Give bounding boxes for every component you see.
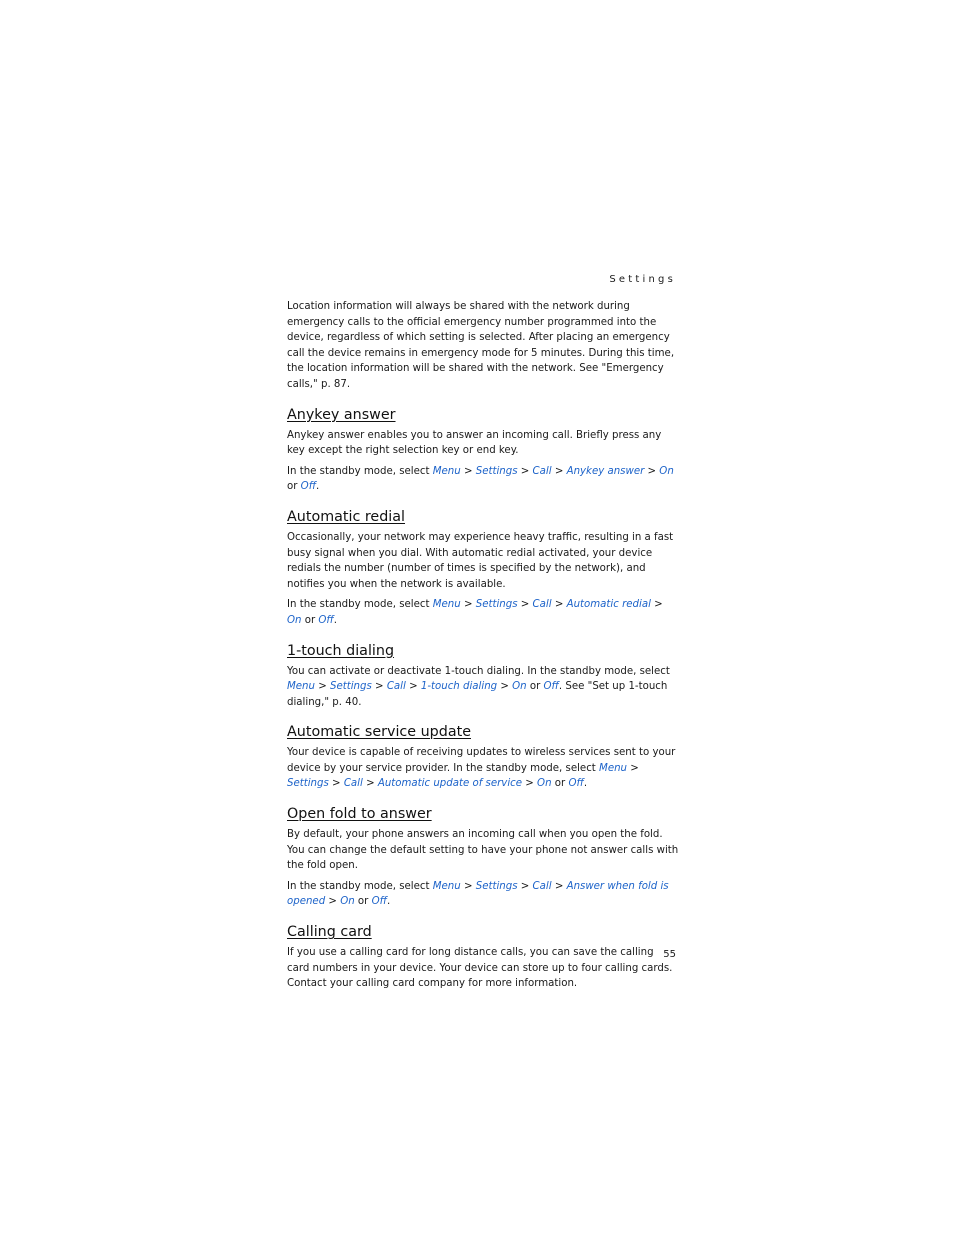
path-separator: > bbox=[551, 465, 567, 477]
section-title-1-touch-dialing: 1-touch dialing bbox=[287, 642, 395, 659]
path-separator: > bbox=[371, 681, 387, 693]
running-header: Settings bbox=[609, 274, 676, 285]
path-or: or bbox=[287, 481, 301, 493]
section-title-calling-card: Calling card bbox=[287, 924, 372, 941]
card-body: If you use a calling card for long distance calls, you can save the calling card numbers in your device. Your device can store up to four calling cards. Contact your calling card company for more information. bbox=[287, 947, 673, 990]
path-or: or bbox=[354, 896, 372, 908]
path-step-menu[interactable]: Menu bbox=[432, 599, 461, 611]
path-period: . bbox=[333, 614, 338, 626]
path-separator: > bbox=[405, 681, 421, 693]
path-period: . bbox=[316, 481, 320, 493]
path-option-on[interactable]: On bbox=[340, 896, 355, 908]
path-option-off[interactable]: Off bbox=[568, 778, 584, 790]
path-separator: > bbox=[460, 465, 476, 477]
path-separator: > bbox=[522, 778, 538, 790]
path-option-on[interactable]: On bbox=[287, 614, 302, 626]
path-separator: > bbox=[314, 681, 330, 693]
path-separator: > bbox=[517, 599, 533, 611]
path-step-call[interactable]: Call bbox=[532, 465, 552, 477]
path-period: . bbox=[386, 896, 391, 908]
path-or: or bbox=[526, 681, 544, 693]
path-step-menu[interactable]: Menu bbox=[432, 465, 461, 477]
section-title-anykey-answer: Anykey answer bbox=[287, 406, 396, 423]
fold-menu-path bbox=[287, 879, 679, 910]
path-separator: > bbox=[551, 599, 567, 611]
path-step-call[interactable]: Call bbox=[343, 778, 363, 790]
path-step-call[interactable]: Call bbox=[532, 880, 552, 892]
path-step-call[interactable]: Call bbox=[532, 599, 552, 611]
path-step-menu[interactable]: Menu bbox=[432, 880, 461, 892]
redial-body: Occasionally, your network may experience heavy traffic, resulting in a fast busy signal when you dial. With automatic redial activated, your device redials the number (number of times is specified by the network), and notifies you when the network is available. bbox=[287, 531, 674, 590]
path-prefix: In the standby mode, select bbox=[287, 880, 433, 892]
path-step-automatic-redial[interactable]: Automatic redial bbox=[566, 599, 651, 611]
path-step-settings[interactable]: Settings bbox=[475, 599, 518, 611]
path-step-settings[interactable]: Settings bbox=[287, 778, 329, 790]
path-option-off[interactable]: Off bbox=[300, 481, 317, 493]
path-step-settings[interactable]: Settings bbox=[330, 681, 372, 693]
path-separator: > bbox=[551, 880, 567, 892]
path-separator: > bbox=[328, 778, 344, 790]
path-option-off[interactable]: Off bbox=[543, 681, 559, 693]
path-step-1-touch-dialing[interactable]: 1-touch dialing bbox=[420, 681, 498, 693]
section-title-automatic-service-update: Automatic service update bbox=[287, 724, 471, 741]
path-prefix: In the standby mode, select bbox=[287, 465, 433, 477]
path-prefix: Your device is capable of receiving updates to wireless services sent to your device by your service provider. In the standby mode, select bbox=[287, 747, 676, 774]
path-separator: > bbox=[644, 465, 660, 477]
path-separator: > bbox=[460, 599, 476, 611]
path-step-anykey-answer[interactable]: Anykey answer bbox=[566, 465, 645, 477]
path-or: or bbox=[551, 778, 569, 790]
path-separator: > bbox=[325, 896, 341, 908]
path-separator: > bbox=[517, 880, 533, 892]
anykey-menu-path bbox=[287, 464, 679, 495]
path-separator: > bbox=[497, 681, 513, 693]
path-separator: > bbox=[627, 762, 639, 774]
path-period: . bbox=[583, 778, 588, 790]
section-title-automatic-redial: Automatic redial bbox=[287, 508, 406, 525]
path-or: or bbox=[301, 614, 319, 626]
path-step-settings[interactable]: Settings bbox=[475, 880, 518, 892]
page-content bbox=[287, 299, 679, 997]
path-step-settings[interactable]: Settings bbox=[475, 465, 518, 477]
path-prefix: You can activate or deactivate 1-touch dialing. In the standby mode, select bbox=[287, 665, 670, 677]
anykey-body: Anykey answer enables you to answer an incoming call. Briefly press any key except the right selection key or end key. bbox=[287, 429, 662, 457]
path-option-off[interactable]: Off bbox=[318, 614, 334, 626]
path-step-call[interactable]: Call bbox=[386, 681, 406, 693]
intro-paragraph: Location information will always be shared with the network during emergency calls to the official emergency number programmed into the device, regardless of which setting is selected. After placing an emergency call the device remains in emergency mode for 5 minutes. During this time, the location information will be shared with the network. See "Emergency calls," p. 87. bbox=[287, 301, 675, 390]
path-separator: > bbox=[362, 778, 378, 790]
path-option-on[interactable]: On bbox=[512, 681, 527, 693]
page-number: 55 bbox=[663, 949, 676, 960]
path-separator: > bbox=[517, 465, 533, 477]
touch-see-also: See "Set up 1-touch dialing," p. 40. bbox=[287, 681, 668, 708]
path-step-automatic-update-of-service[interactable]: Automatic update of service bbox=[377, 778, 523, 790]
path-step-menu[interactable]: Menu bbox=[287, 681, 315, 693]
fold-body: By default, your phone answers an incoming call when you open the fold. You can change the default setting to have your phone not answer calls with the fold open. bbox=[287, 829, 679, 872]
path-step-menu[interactable]: Menu bbox=[599, 762, 628, 774]
path-prefix: In the standby mode, select bbox=[287, 599, 433, 611]
path-separator: > bbox=[650, 599, 663, 611]
path-option-on[interactable]: On bbox=[537, 778, 552, 790]
path-separator: > bbox=[460, 880, 476, 892]
redial-menu-path bbox=[287, 597, 679, 628]
section-title-open-fold-to-answer: Open fold to answer bbox=[287, 806, 432, 823]
path-step-answer-when-fold-is-opened[interactable]: Answer when fold is opened bbox=[287, 880, 669, 908]
path-option-off[interactable]: Off bbox=[371, 896, 387, 908]
service-menu-path bbox=[287, 745, 679, 792]
touch-menu-path bbox=[287, 664, 679, 711]
path-option-on[interactable]: On bbox=[659, 465, 674, 477]
path-period: . bbox=[558, 681, 563, 693]
